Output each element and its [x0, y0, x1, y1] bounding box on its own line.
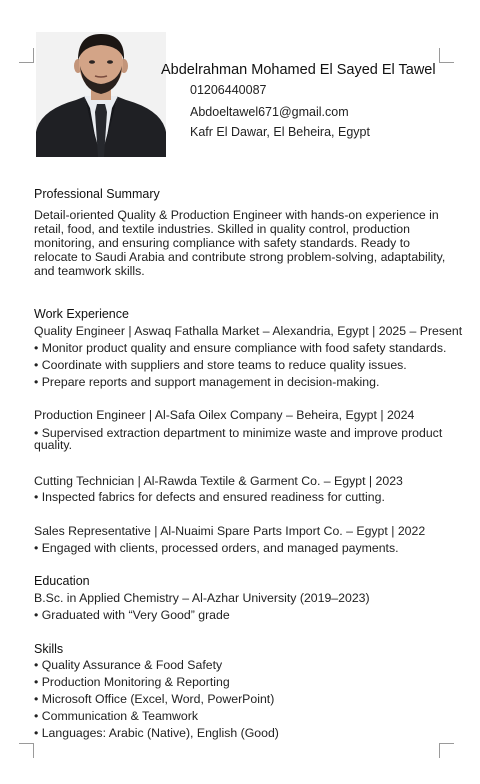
skill-item: • Communication & Teamwork [34, 709, 198, 723]
crop-mark-bottom-right [439, 743, 454, 758]
home-address: Kafr El Dawar, El Beheira, Egypt [190, 125, 370, 139]
job-bullet: • Coordinate with suppliers and store teams to reduce quality issues. [34, 358, 407, 372]
job-heading-cutting-technician: Cutting Technician | Al-Rawda Textile & Garment Co. – Egypt | 2023 [34, 474, 403, 488]
job-bullet: • Monitor product quality and ensure compliance with food safety standards. [34, 341, 447, 355]
job-heading-quality-engineer: Quality Engineer | Aswaq Fathalla Market – Alexandria, Egypt | 2025 – Present [34, 324, 463, 338]
profile-photo [36, 32, 166, 157]
experience-title: Work Experience [34, 307, 129, 321]
education-bullet: • Graduated with “Very Good” grade [34, 608, 230, 622]
education-degree: B.Sc. in Applied Chemistry – Al-Azhar University (2019–2023) [34, 591, 370, 605]
skills-title: Skills [34, 642, 64, 656]
candidate-name: Abdelrahman Mohamed El Sayed El Tawel [161, 62, 436, 78]
job-bullet: • Engaged with clients, processed orders, and managed payments. [34, 541, 399, 555]
email-address: Abdoeltawel671@gmail.com [190, 105, 349, 119]
skill-item: • Microsoft Office (Excel, Word, PowerPoint) [34, 692, 275, 706]
summary-text: Detail-oriented Quality & Production Engineer with hands-on experience in retail, food, and textile industries. Skilled in quality control, production monitoring, and ensuring compliance with safety standards. Ready to relocate to Saudi Arabia and contribute strong problem-solving, adaptability, and teamwork skills. [34, 208, 446, 278]
skill-item: • Production Monitoring & Reporting [34, 675, 230, 689]
phone-number: 01206440087 [190, 83, 267, 97]
education-title: Education [34, 574, 90, 588]
job-bullet: • Supervised extraction department to minimize waste and improve product quality. [34, 426, 443, 452]
job-bullet: • Prepare reports and support management in decision-making. [34, 375, 380, 389]
skill-item: • Quality Assurance & Food Safety [34, 658, 223, 672]
job-heading-sales-representative: Sales Representative | Al-Nuaimi Spare Parts Import Co. – Egypt | 2022 [34, 524, 426, 538]
crop-mark-top-right [439, 48, 454, 63]
skill-item: • Languages: Arabic (Native), English (Good) [34, 726, 279, 740]
summary-title: Professional Summary [34, 187, 160, 201]
job-heading-production-engineer: Production Engineer | Al-Safa Oilex Company – Beheira, Egypt | 2024 [34, 408, 415, 422]
job-bullet: • Inspected fabrics for defects and ensured readiness for cutting. [34, 490, 385, 504]
crop-mark-bottom-left [19, 743, 34, 758]
crop-mark-top-left [19, 48, 34, 63]
